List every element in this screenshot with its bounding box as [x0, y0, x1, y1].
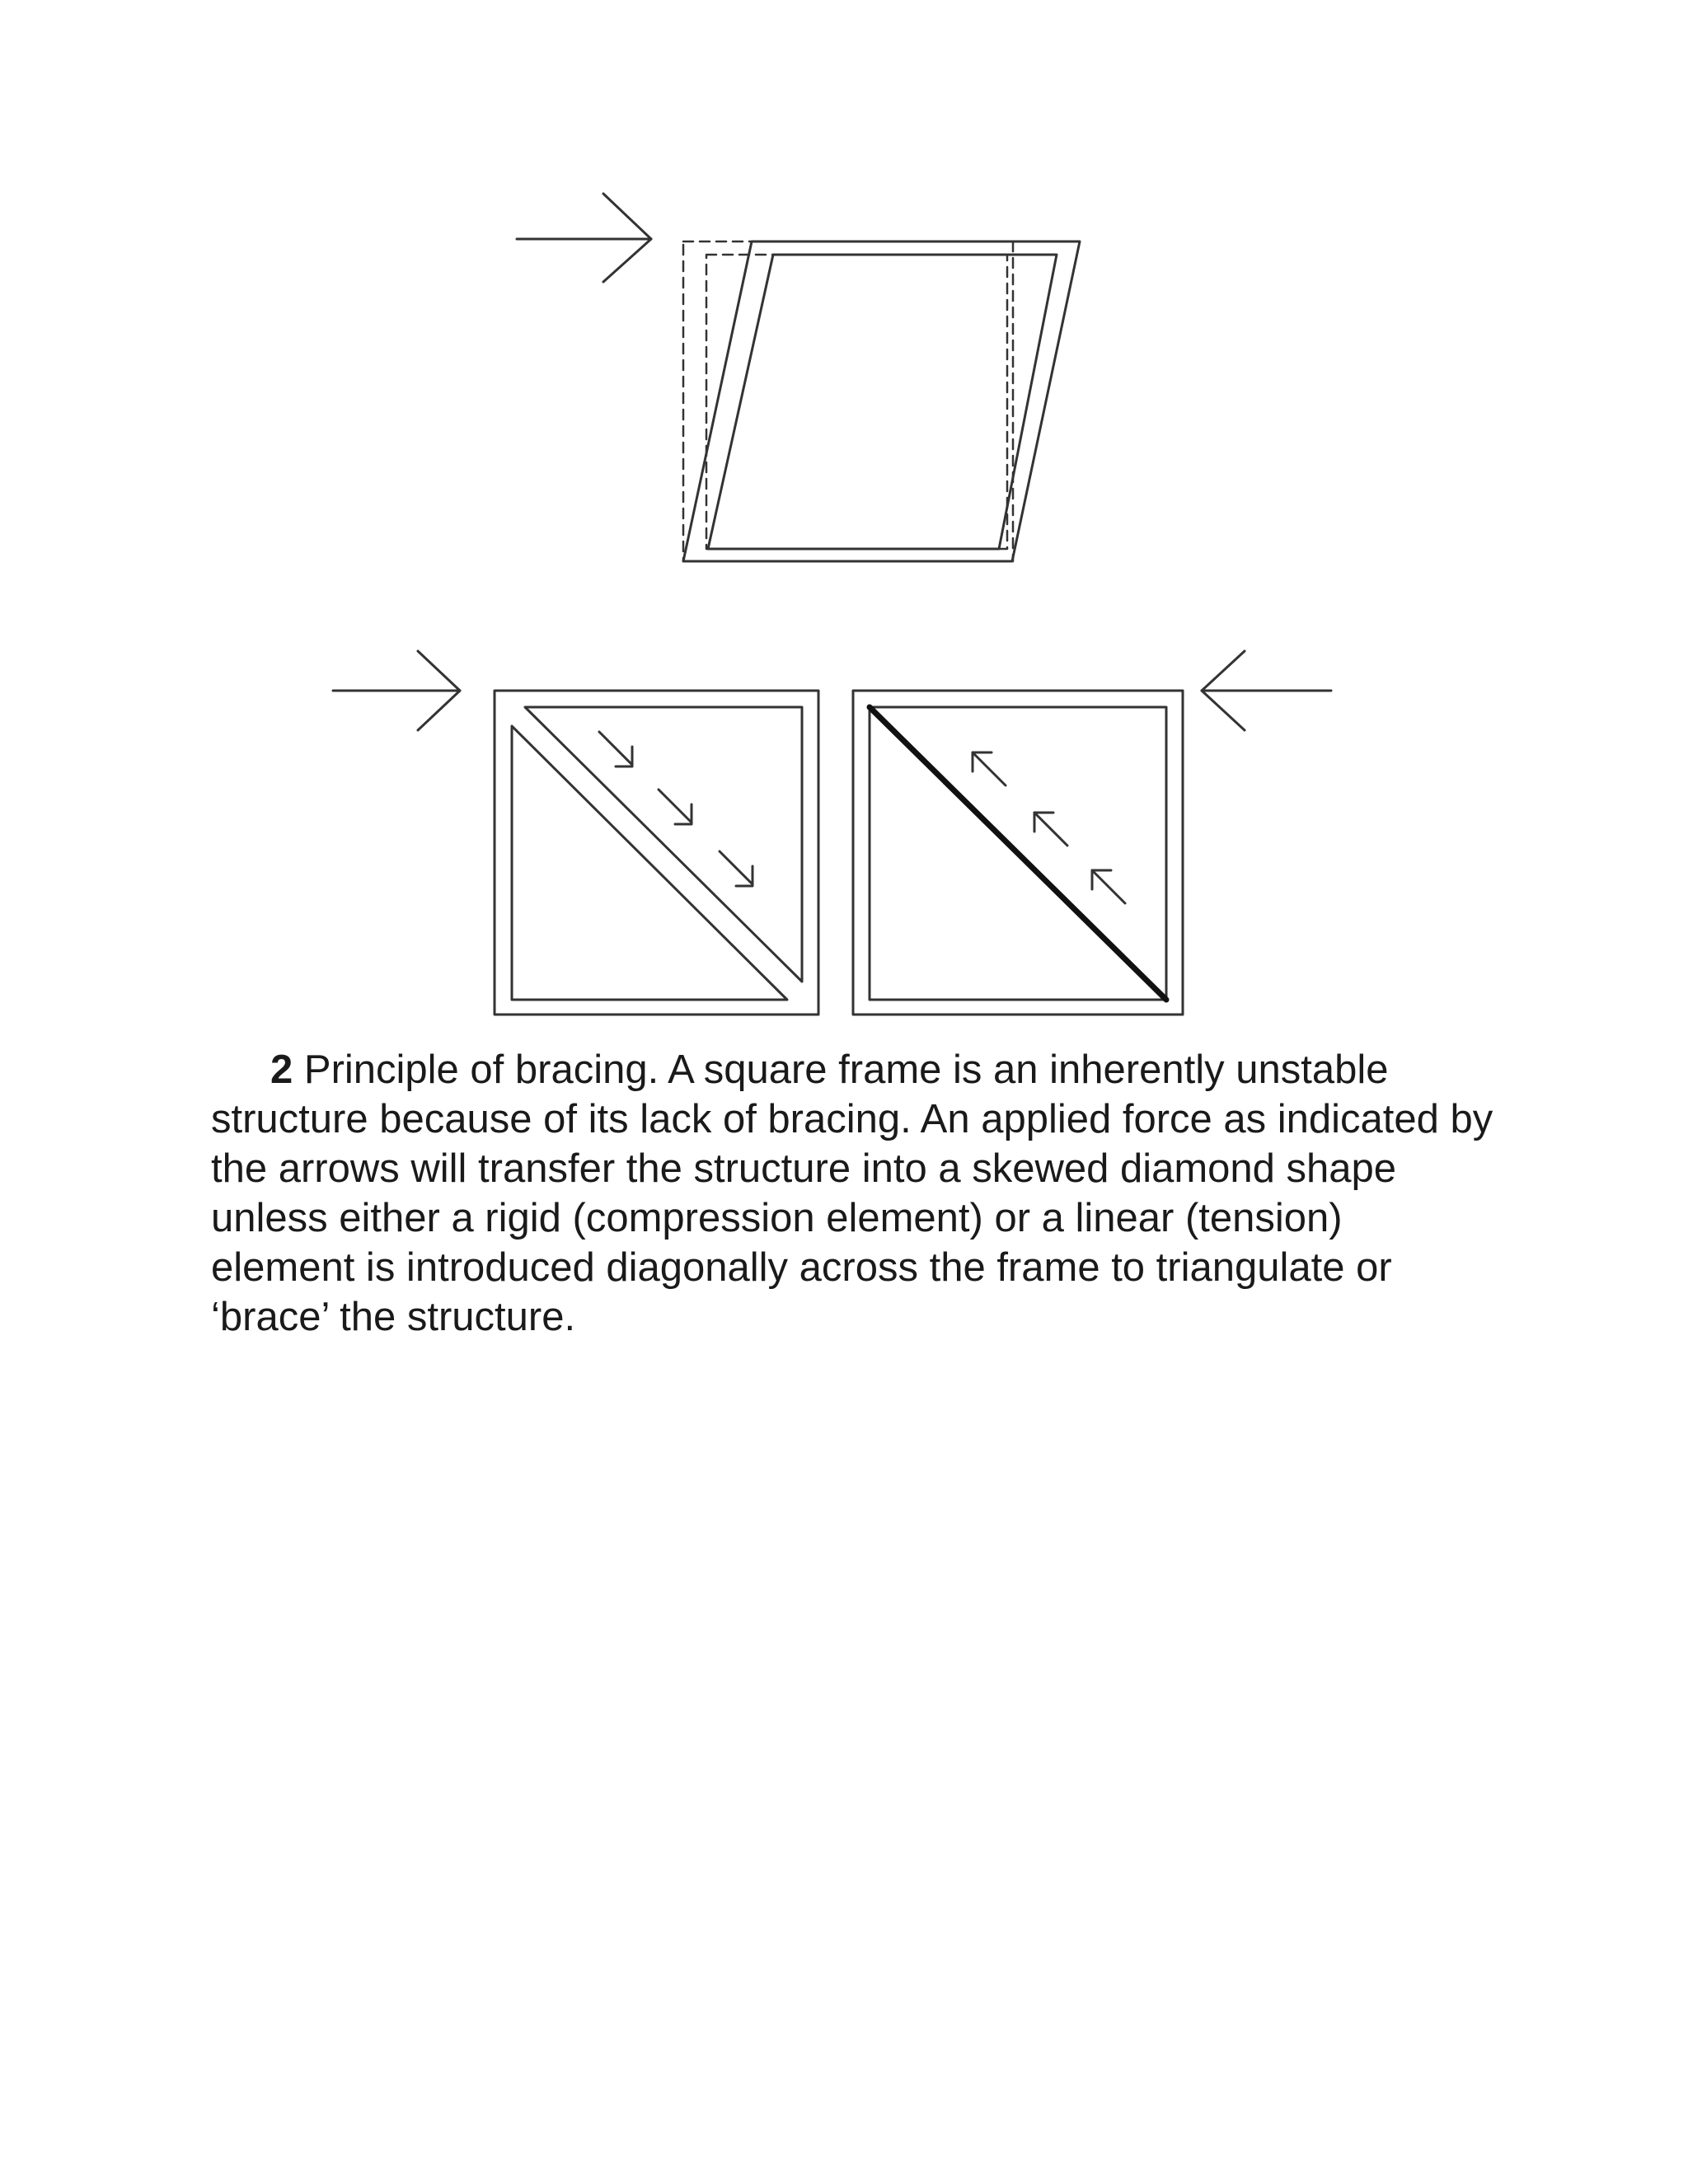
arrow-up-left-icon [1034, 813, 1067, 846]
frame-inner-lower [512, 726, 787, 1000]
arrow-down-right-icon [720, 851, 753, 886]
frame-outer [495, 691, 818, 1015]
tension-brace [870, 707, 1166, 1000]
unbraced-frame-panel [517, 194, 1080, 561]
figure-number: 2 [270, 1047, 293, 1092]
original-frame-outline [683, 241, 1013, 561]
figure-caption [211, 1045, 1497, 1342]
arrow-down-right-icon [659, 790, 692, 824]
arrow-up-left-icon [1092, 870, 1125, 903]
frame-inner-upper [525, 707, 802, 982]
compression-braced-frame-panel [333, 651, 818, 1015]
bracing-diagram [0, 0, 1688, 1071]
arrow-right-icon [333, 651, 460, 730]
arrow-left-icon [1202, 651, 1331, 730]
caption-text: Principle of bracing. A square frame is an inherently unstable structure because of its lack of bracing. An applied force as indicated by the arrows will transfer the structure into a skewed diamond shape unless either a rigid (compression element) or a linear (tension) element is introduced diagonally across the frame to triangulate or ‘brace’ the structure. [211, 1047, 1493, 1339]
arrow-up-left-icon [973, 752, 1006, 785]
arrow-right-icon [517, 194, 651, 282]
tension-braced-frame-panel [853, 651, 1331, 1015]
arrow-down-right-icon [599, 732, 632, 766]
skewed-frame [683, 241, 1080, 561]
